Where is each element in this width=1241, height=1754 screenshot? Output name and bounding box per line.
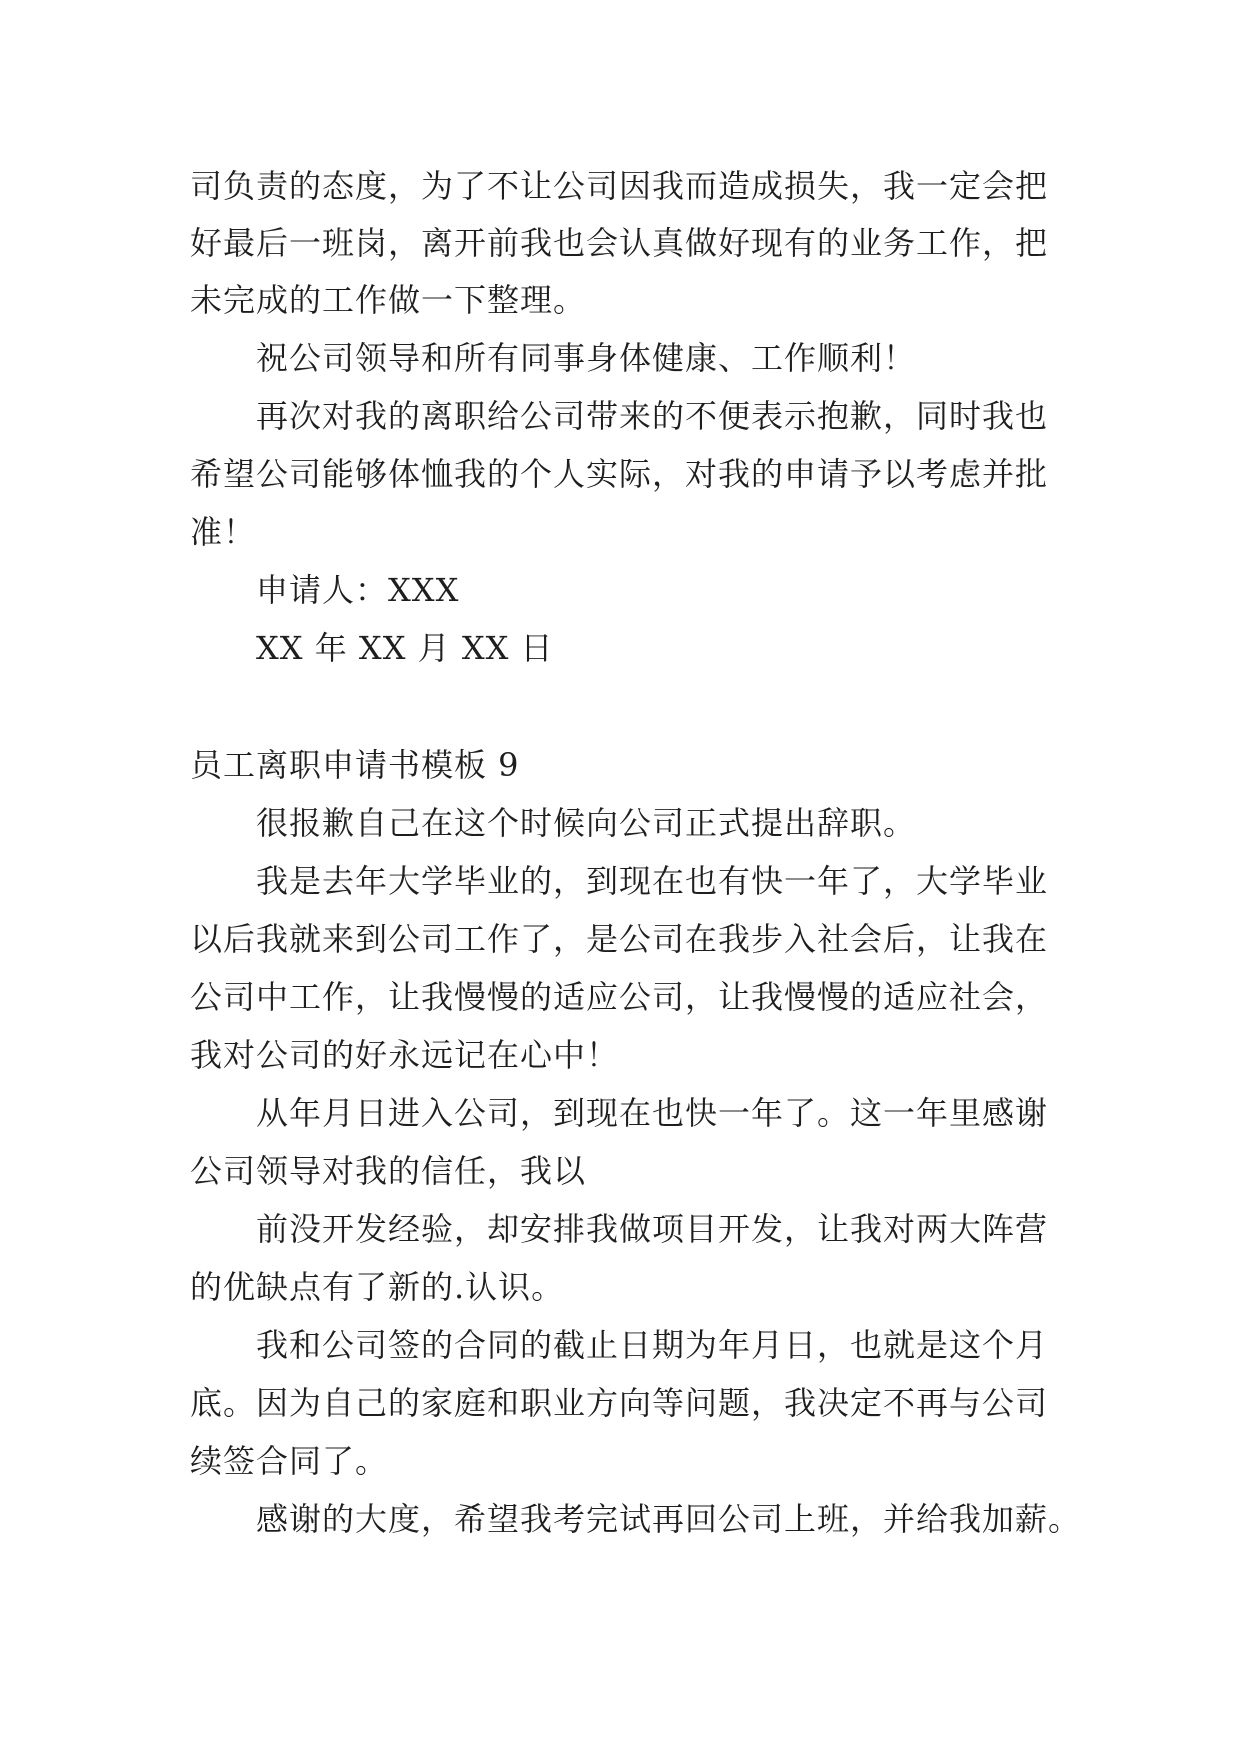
text-line: 续签合同了。 xyxy=(190,1442,389,1480)
text-line: 我和公司签的合同的截止日期为年月日，也就是这个月 xyxy=(256,1326,1049,1364)
text-line: 从年月日进入公司，到现在也快一年了。这一年里感谢 xyxy=(256,1094,1049,1132)
text-line: 再次对我的离职给公司带来的不便表示抱歉，同时我也 xyxy=(256,397,1049,435)
signature-date: XX 年 XX 月 XX 日 xyxy=(256,629,554,667)
text-line: 很报歉自己在这个时候向公司正式提出辞职。 xyxy=(256,804,917,842)
text-line: 底。因为自己的家庭和职业方向等问题，我决定不再与公司 xyxy=(190,1384,1049,1422)
text-line: 以后我就来到公司工作了，是公司在我步入社会后，让我在 xyxy=(190,920,1049,958)
signature-applicant: 申请人：XXX xyxy=(256,571,460,609)
section-title: 员工离职申请书模板 9 xyxy=(190,746,520,784)
text-line: 未完成的工作做一下整理。 xyxy=(190,281,587,319)
text-line: 感谢的大度，希望我考完试再回公司上班，并给我加薪。 xyxy=(256,1500,1082,1538)
text-line: 公司领导对我的信任，我以 xyxy=(190,1152,587,1190)
text-line: 公司中工作，让我慢慢的适应公司，让我慢慢的适应社会， xyxy=(190,978,1049,1016)
text-line: 我对公司的好永远记在心中！ xyxy=(190,1036,620,1074)
text-line: 准！ xyxy=(190,513,257,551)
text-line: 祝公司领导和所有同事身体健康、工作顺利！ xyxy=(256,339,917,377)
text-line: 前没开发经验，却安排我做项目开发，让我对两大阵营 xyxy=(256,1210,1049,1248)
text-line: 好最后一班岗，离开前我也会认真做好现有的业务工作，把 xyxy=(190,224,1049,262)
text-line: 我是去年大学毕业的，到现在也有快一年了，大学毕业 xyxy=(256,862,1049,900)
text-line: 的优缺点有了新的.认识。 xyxy=(190,1268,565,1306)
text-line: 司负责的态度，为了不让公司因我而造成损失，我一定会把 xyxy=(190,167,1049,205)
text-line: 希望公司能够体恤我的个人实际，对我的申请予以考虑并批 xyxy=(190,455,1049,493)
